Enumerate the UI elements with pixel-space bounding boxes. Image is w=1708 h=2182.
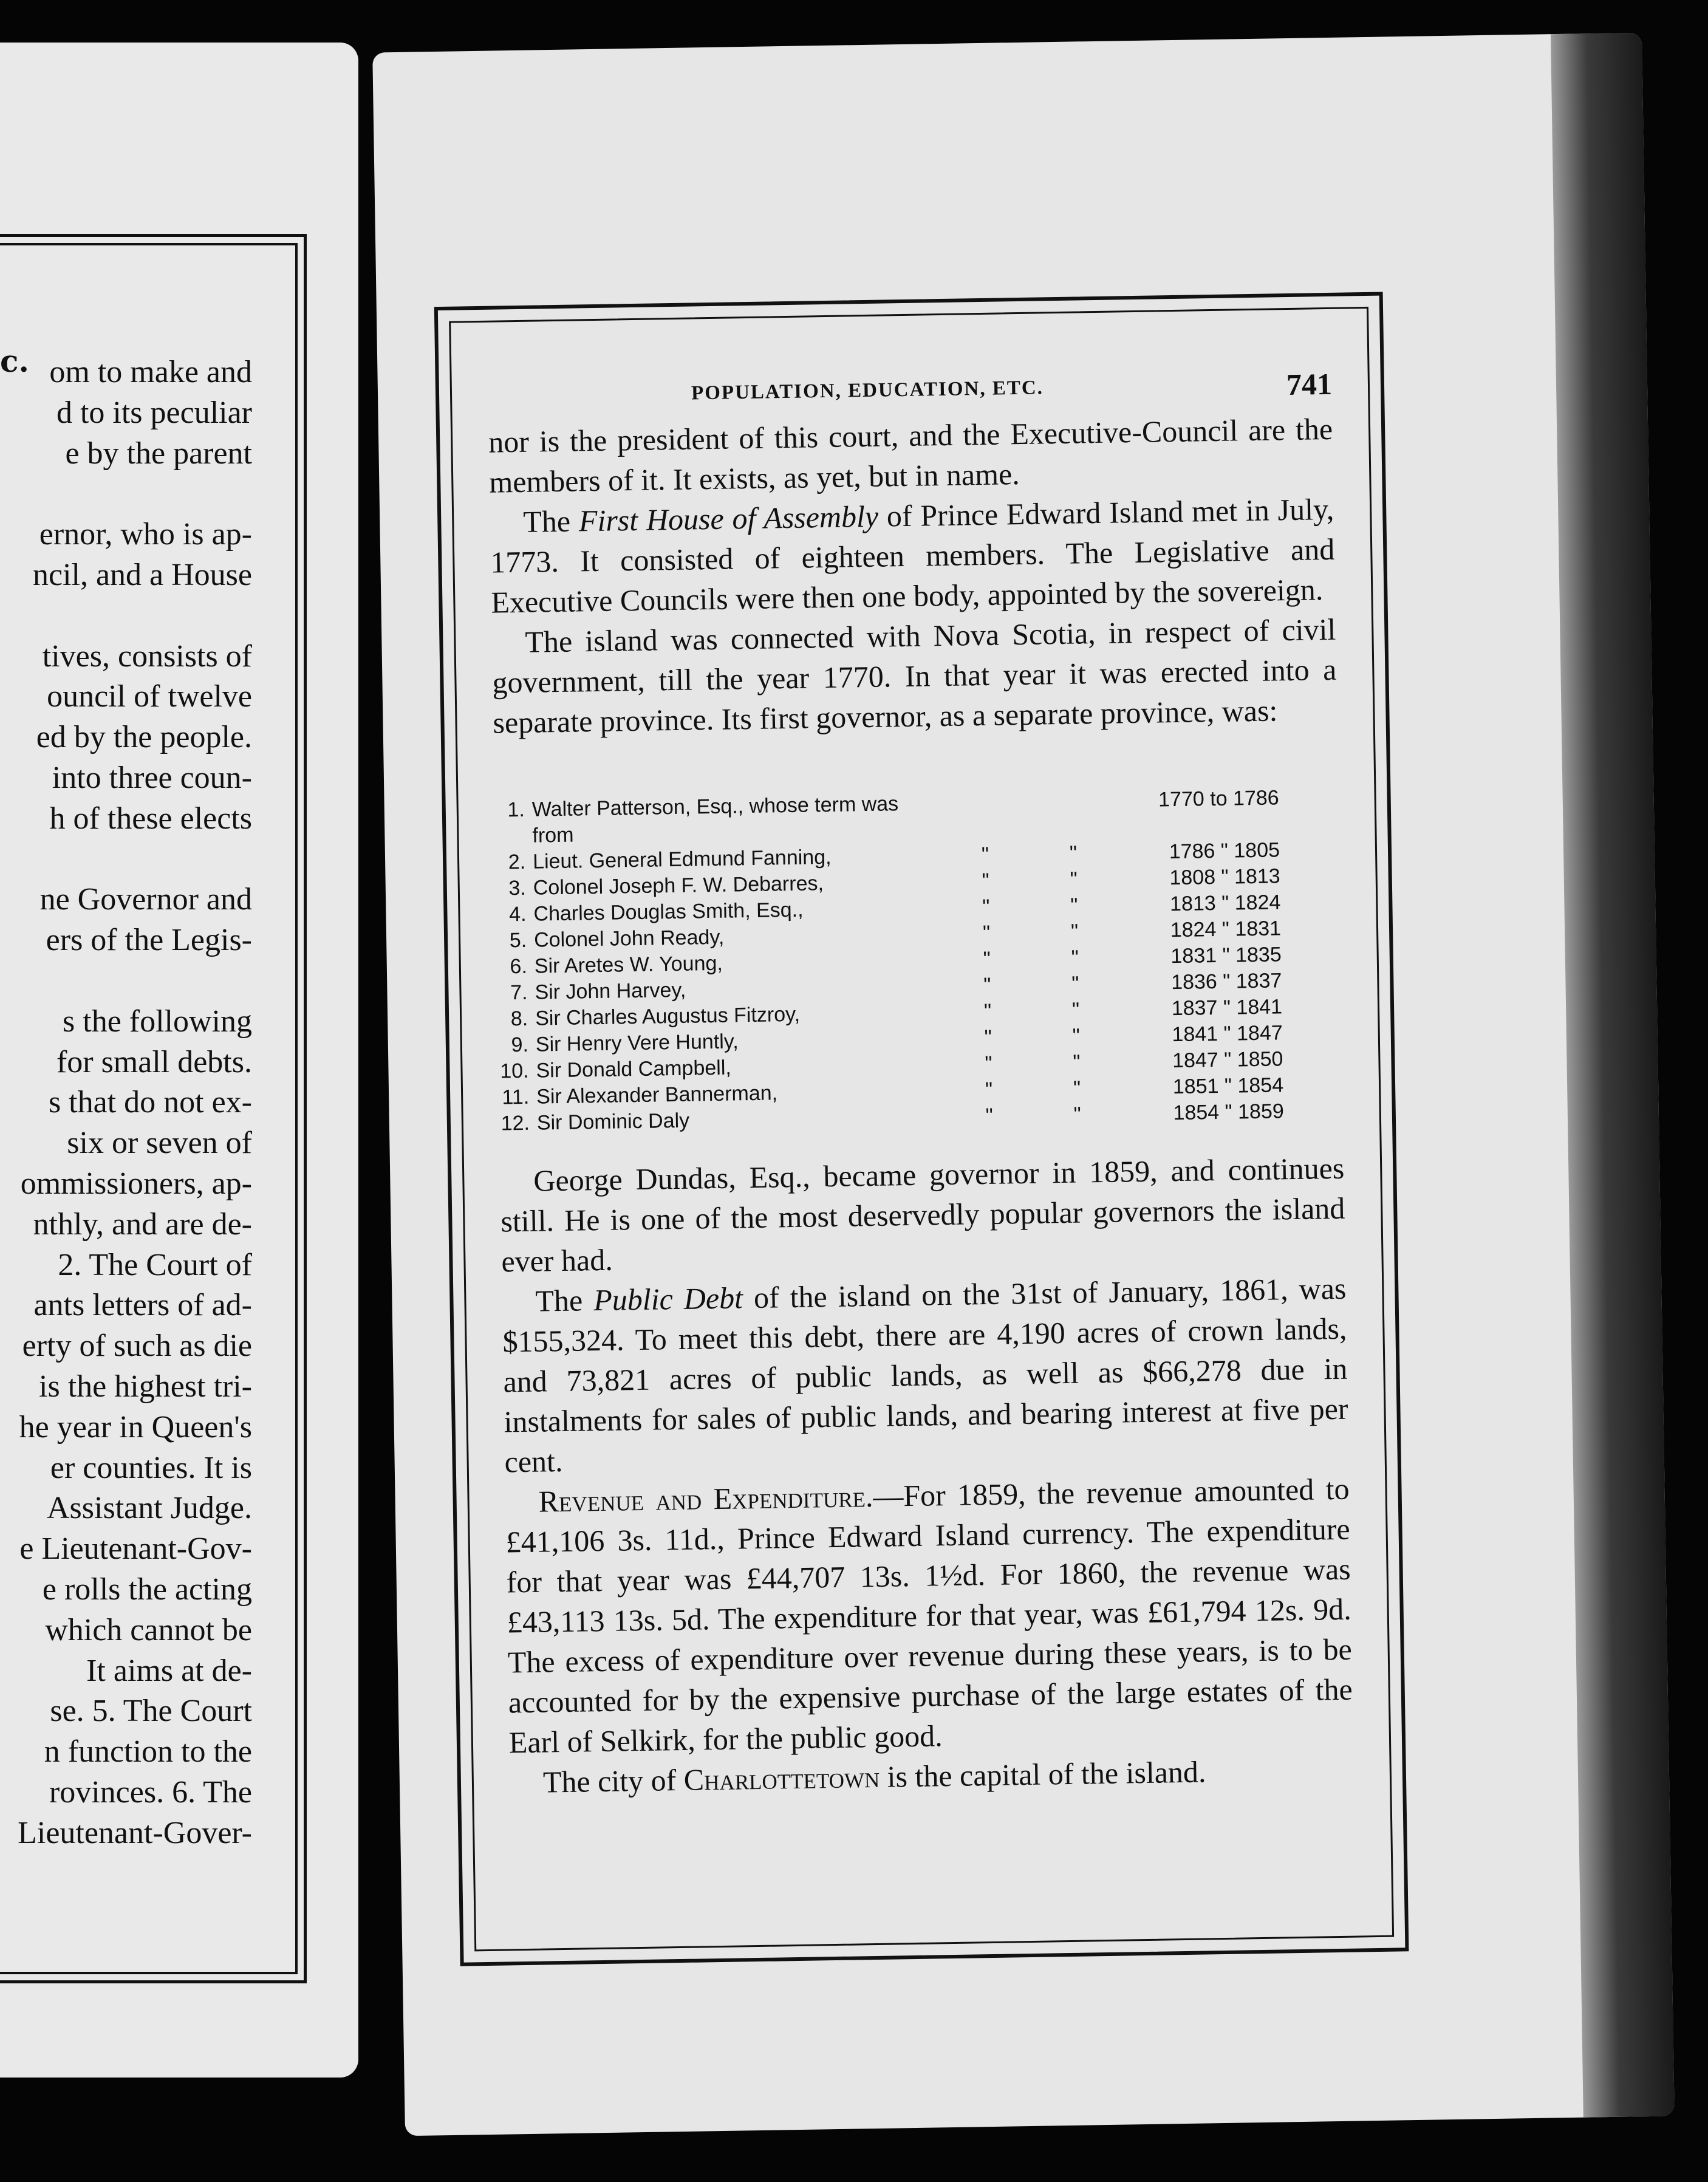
left-page-line: tives, consists of [42,638,252,674]
paragraph-court: nor is the president of this court, and the Executive-Council are the members of it. It exists, as yet, but in name. [488,411,1333,499]
left-page-line: s that do not ex- [48,1085,252,1120]
text-fragment: of Prince Edward Island met in July, 1773. It consisted of eighteen members. The Legislative and Executive Councils were then one body, appointed by the sovereign. [490,491,1335,620]
governor-term: 1836 " 1837 [1170,969,1282,994]
governor-term: 1770 to 1786 [1158,786,1279,812]
governors-table [494,784,1344,1137]
left-page-line: 2. The Court of [58,1247,252,1282]
text-fragment: is the capital of the island. [879,1754,1206,1794]
governor-term: 1837 " 1841 [1171,995,1283,1021]
governor-name: Sir Alexander Bannerman, [536,1081,778,1109]
governor-name: Sir John Harvey, [535,978,686,1004]
left-page-line: It aims at de- [86,1653,252,1688]
left-page-line: he year in Queen's [19,1409,252,1445]
left-page-text [0,352,252,1853]
ditto-mark: " [983,999,992,1024]
text-fragment: The [522,504,579,539]
left-page-line: ncil, and a House [32,557,252,592]
governor-name: Sir Donald Campbell, [536,1056,732,1082]
text-fragment: The [535,1283,594,1318]
left-page-line: six or seven of [67,1126,252,1161]
governor-number: 3. [508,876,527,900]
left-page-line: ne Governor and [39,882,252,917]
ditto-mark: " [1073,1103,1082,1126]
ditto-mark: " [1072,1024,1081,1048]
city-name: Charlottetown [683,1759,880,1797]
left-page-line [0,840,252,880]
left-page-line: e Lieutenant-Gov- [19,1531,252,1567]
governor-term: 1813 " 1824 [1169,891,1281,916]
governor-name: Walter Patterson, Esq., whose term was from [531,792,899,847]
governor-number: 7. [510,980,528,1005]
ditto-mark: " [982,895,990,919]
ditto-mark: " [1073,1076,1081,1100]
ditto-mark: " [982,869,990,893]
governor-term: 1841 " 1847 [1172,1021,1283,1047]
left-page-line: e by the parent [65,436,252,471]
text-fragment: of the island on the 31st of January, 1861, was $155,324. To meet this debt, there are 4,190 acres of crown lands, and 73,821 acres of public lands, as well as $66,278 due in instalments for sales of public lands, and bearing interest at five per cent. [502,1271,1348,1479]
left-page-line: which cannot be [45,1612,252,1647]
governor-term: 1786 " 1805 [1169,838,1280,864]
left-page-line: h of these elects [49,801,252,836]
text-fragment: The city of [542,1762,685,1799]
paragraph-nova-scotia: The island was connected with Nova Scotia, in respect of civil government, till the year 1770. In that year it was erected into a separate province. Its first governor, as a separate province, was: [492,612,1337,740]
left-page-line: nthly, and are de- [33,1206,252,1242]
ditto-mark: " [1069,841,1078,865]
paragraph-public-debt [502,1268,1349,1482]
ditto-mark: " [981,843,989,867]
governor-number: 6. [510,954,528,979]
left-page-line: om to make and [49,355,252,389]
left-page-line: for small debts. [56,1044,252,1079]
ditto-mark: " [1070,894,1078,917]
governor-name: Sir Dominic Daly [536,1109,690,1135]
ditto-mark: " [985,1104,994,1127]
section-heading: Revenue and Expenditure. [538,1479,873,1519]
text-fragment: —For 1859, the revenue amounted to £41,106 3s. 11d., Prince Edward Island currency. The expenditure for that year was £44,707 13s. 1½d. For 1860, the revenue was £43,113 13s. 5d. The expenditure for that year, was £61,794 12s. 9d. The excess of expenditure over revenue during these years, is to be accounted for by the expensive purchase of the large estates of the Earl of Selkirk, for the public good. [505,1471,1353,1760]
left-page-line [0,474,252,515]
governor-name: Colonel Joseph F. W. Debarres, [533,872,824,900]
page-number: 741 [1286,366,1333,402]
governor-name: Sir Henry Vere Huntly, [535,1030,739,1056]
left-page-line: rovinces. 6. The [49,1774,252,1810]
governor-term: 1854 " 1859 [1173,1100,1285,1125]
paragraph-dundas: George Dundas, Esq., became governor in 1859, and continues still. He is one of the most deservedly popular governors the island ever had. [500,1151,1345,1279]
ditto-mark: " [1071,998,1080,1022]
ditto-mark: " [985,1052,992,1075]
ditto-mark: " [984,1025,992,1049]
governor-number: 11. [502,1085,530,1109]
governor-number: 8. [510,1007,528,1031]
left-page-line: ed by the people. [36,720,252,755]
left-page-line: se. 5. The Court [50,1694,252,1729]
ditto-mark: " [982,921,991,945]
ditto-mark: " [1071,972,1079,996]
left-page-line: ernor, who is ap- [39,517,252,552]
ditto-mark: " [1070,920,1079,943]
ditto-mark: " [1070,867,1078,891]
running-title: POPULATION, EDUCATION, ETC. [691,377,1044,405]
page-content [488,366,1354,1803]
governor-number: 9. [511,1033,529,1057]
left-page-line: Assistant Judge. [47,1491,252,1526]
left-page-line: d to its peculiar [56,395,252,430]
italic-phrase: Public Debt [593,1281,743,1318]
paragraph-revenue [505,1469,1353,1763]
governor-term: 1847 " 1850 [1172,1047,1283,1073]
governor-term: 1851 " 1854 [1172,1073,1284,1099]
page-edge-shadow [1551,33,1675,2118]
governor-number: 10. [499,1059,529,1083]
left-page-line: ants letters of ad- [33,1288,252,1323]
governor-number: 12. [500,1111,530,1135]
left-page-line: ommissioners, ap- [20,1166,252,1201]
italic-phrase: First House of Assembly [578,499,879,538]
left-page-line: into three coun- [52,760,252,795]
ditto-mark: " [1071,946,1079,970]
governor-number: 5. [509,928,527,952]
governor-number: 1. [507,798,525,822]
ditto-mark [945,789,1023,790]
governor-term: 1831 " 1835 [1170,943,1282,968]
right-page [372,33,1675,2136]
left-page-header: c. [0,343,29,379]
governor-term: 1808 " 1813 [1169,864,1280,890]
left-page-line [0,596,252,637]
ditto-mark [1023,787,1121,789]
ditto-mark: " [983,947,991,971]
governor-name: Lieut. General Edmund Fanning, [532,845,832,874]
governor-number: 2. [508,850,526,874]
left-page-line: er counties. It is [50,1450,252,1485]
governor-name: Sir Charles Augustus Fitzroy, [535,1002,801,1030]
paragraph-first-assembly [490,489,1336,623]
left-page-line: ers of the Legis- [46,923,252,958]
left-page-line: Lieutenant-Gover- [18,1815,252,1850]
page-border-outer [434,292,1409,1966]
ditto-mark: " [1073,1050,1081,1074]
left-page-line: ouncil of twelve [47,679,252,714]
left-page-line: e rolls the acting [42,1572,252,1607]
left-page-line [0,961,252,1002]
left-page-line: s the following [63,1004,252,1039]
governor-term: 1824 " 1831 [1170,917,1282,942]
left-page-line: erty of such as die [22,1329,252,1364]
left-page-line: is the highest tri- [39,1369,252,1404]
governor-name: Colonel John Ready, [533,925,725,952]
governor-number: 4. [508,902,527,926]
governor-name: Charles Douglas Smith, Esq., [533,898,804,926]
left-facing-page [0,43,358,2078]
ditto-mark: " [983,973,991,997]
ditto-mark: " [985,1078,993,1101]
left-page-line: n function to the [44,1734,252,1770]
governor-name: Sir Aretes W. Young, [534,951,723,978]
